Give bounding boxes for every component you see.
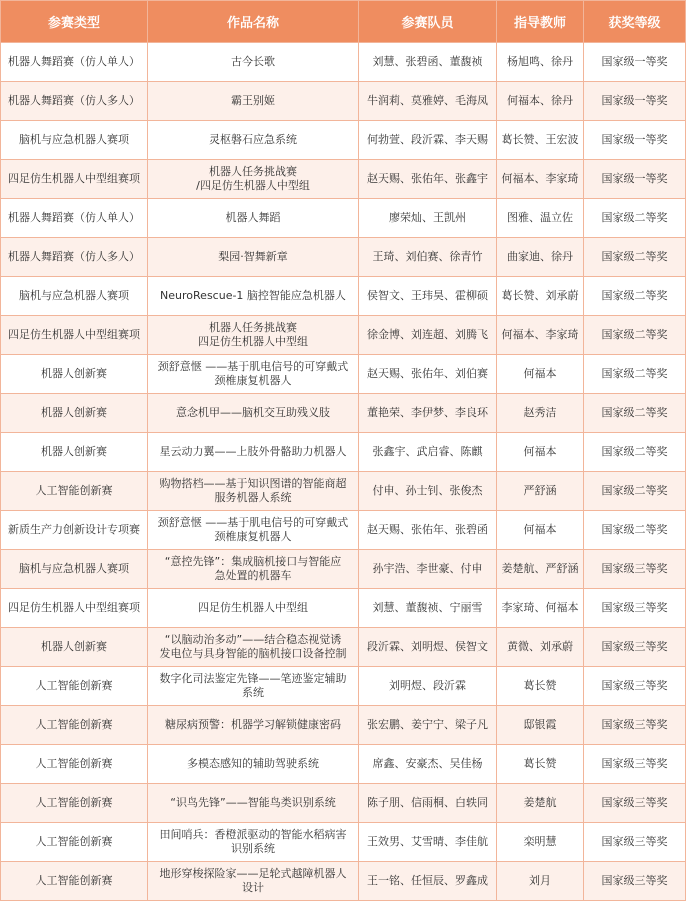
cell-award: 国家级一等奖 <box>584 160 686 199</box>
cell-category: 人工智能创新赛 <box>1 745 148 784</box>
cell-team: 董艳荣、李伊梦、李良环 <box>359 394 497 433</box>
cell-team: 段沂霖、刘明煜、侯智文 <box>359 628 497 667</box>
header-team: 参赛队员 <box>359 1 497 43</box>
table-row <box>1 823 686 862</box>
cell-work: 四足仿生机器人中型组 <box>148 589 359 628</box>
cell-work: 霸王别姬 <box>148 82 359 121</box>
cell-team: 赵天赐、张佑年、刘伯赛 <box>359 355 497 394</box>
table-body <box>1 43 686 901</box>
table-row <box>1 745 686 784</box>
table-row <box>1 511 686 550</box>
cell-category: 四足仿生机器人中型组赛项 <box>1 316 148 355</box>
header-category: 参赛类型 <box>1 1 148 43</box>
cell-advisor: 赵秀洁 <box>497 394 584 433</box>
cell-award: 国家级三等奖 <box>584 823 686 862</box>
cell-award: 国家级三等奖 <box>584 862 686 901</box>
cell-work: 梨园·智舞新章 <box>148 238 359 277</box>
cell-award: 国家级二等奖 <box>584 316 686 355</box>
cell-team: 徐金博、刘连超、刘腾飞 <box>359 316 497 355</box>
cell-award: 国家级三等奖 <box>584 628 686 667</box>
cell-category: 脑机与应急机器人赛项 <box>1 550 148 589</box>
cell-award: 国家级二等奖 <box>584 511 686 550</box>
cell-advisor: 姜楚航、严舒涵 <box>497 550 584 589</box>
cell-advisor: 葛长赞、王宏波 <box>497 121 584 160</box>
cell-category: 人工智能创新赛 <box>1 667 148 706</box>
table-row <box>1 160 686 199</box>
cell-advisor: 栾明慧 <box>497 823 584 862</box>
cell-award: 国家级二等奖 <box>584 472 686 511</box>
cell-category: 机器人创新赛 <box>1 355 148 394</box>
cell-work: 颈舒意惬 ——基于肌电信号的可穿戴式 颈椎康复机器人 <box>148 511 359 550</box>
table-row <box>1 667 686 706</box>
cell-category: 机器人舞蹈赛（仿人多人） <box>1 238 148 277</box>
table-row <box>1 82 686 121</box>
cell-work: 星云动力翼——上肢外骨骼助力机器人 <box>148 433 359 472</box>
cell-advisor: 图雅、温立佐 <box>497 199 584 238</box>
cell-award: 国家级三等奖 <box>584 706 686 745</box>
cell-team: 孙宇浩、李世豪、付申 <box>359 550 497 589</box>
cell-work: 购物搭档——基于知识图谱的智能商超 服务机器人系统 <box>148 472 359 511</box>
table-row <box>1 628 686 667</box>
cell-work: 地形穿梭探险家——足轮式越障机器人 设计 <box>148 862 359 901</box>
table-row <box>1 589 686 628</box>
cell-category: 机器人创新赛 <box>1 628 148 667</box>
cell-category: 人工智能创新赛 <box>1 784 148 823</box>
table-row <box>1 784 686 823</box>
cell-category: 人工智能创新赛 <box>1 823 148 862</box>
cell-advisor: 何福本 <box>497 433 584 472</box>
cell-advisor: 姜楚航 <box>497 784 584 823</box>
cell-advisor: 黄微、刘承蔚 <box>497 628 584 667</box>
cell-advisor: 李家琦、何福本 <box>497 589 584 628</box>
cell-award: 国家级三等奖 <box>584 745 686 784</box>
cell-award: 国家级二等奖 <box>584 277 686 316</box>
cell-work: 多模态感知的辅助驾驶系统 <box>148 745 359 784</box>
cell-category: 机器人舞蹈赛（仿人多人） <box>1 82 148 121</box>
cell-team: 牛润莉、莫雅婷、毛海凤 <box>359 82 497 121</box>
table-row <box>1 238 686 277</box>
cell-team: 王效男、艾雪晴、李佳航 <box>359 823 497 862</box>
cell-category: 脑机与应急机器人赛项 <box>1 277 148 316</box>
cell-team: 侯智文、王玮昊、霍柳硕 <box>359 277 497 316</box>
cell-category: 机器人创新赛 <box>1 394 148 433</box>
header-award: 获奖等级 <box>584 1 686 43</box>
cell-advisor: 刘月 <box>497 862 584 901</box>
cell-advisor: 何福本、徐丹 <box>497 82 584 121</box>
cell-category: 人工智能创新赛 <box>1 862 148 901</box>
cell-work: “意控先锋”：集成脑机接口与智能应 急处置的机器车 <box>148 550 359 589</box>
cell-award: 国家级二等奖 <box>584 355 686 394</box>
cell-advisor: 何福本、李家琦 <box>497 316 584 355</box>
cell-category: 脑机与应急机器人赛项 <box>1 121 148 160</box>
cell-work: 田间哨兵：香橙派驱动的智能水稻病害 识别系统 <box>148 823 359 862</box>
cell-category: 机器人舞蹈赛（仿人单人） <box>1 199 148 238</box>
table-row <box>1 706 686 745</box>
cell-advisor: 何福本 <box>497 511 584 550</box>
cell-team: 王一铭、任恒辰、罗鑫成 <box>359 862 497 901</box>
cell-advisor: 邸银霞 <box>497 706 584 745</box>
cell-category: 机器人舞蹈赛（仿人单人） <box>1 43 148 82</box>
cell-work: 古今长歌 <box>148 43 359 82</box>
cell-team: 刘慧、张碧函、董馥祯 <box>359 43 497 82</box>
cell-award: 国家级三等奖 <box>584 667 686 706</box>
cell-award: 国家级三等奖 <box>584 589 686 628</box>
cell-team: 刘明煜、段沂霖 <box>359 667 497 706</box>
cell-category: 人工智能创新赛 <box>1 472 148 511</box>
header-advisor: 指导教师 <box>497 1 584 43</box>
cell-work: 机器人任务挑战赛 /四足仿生机器人中型组 <box>148 160 359 199</box>
cell-team: 王琦、刘伯赛、徐青竹 <box>359 238 497 277</box>
cell-team: 席鑫、安豪杰、吴佳杨 <box>359 745 497 784</box>
table-row <box>1 277 686 316</box>
cell-award: 国家级一等奖 <box>584 43 686 82</box>
cell-work: 颈舒意惬 ——基于肌电信号的可穿戴式 颈椎康复机器人 <box>148 355 359 394</box>
cell-team: 刘慧、董馥祯、宁丽雪 <box>359 589 497 628</box>
cell-award: 国家级二等奖 <box>584 199 686 238</box>
cell-category: 机器人创新赛 <box>1 433 148 472</box>
cell-team: 张鑫宇、武启睿、陈麒 <box>359 433 497 472</box>
cell-award: 国家级三等奖 <box>584 784 686 823</box>
cell-work: 糖尿病预警：机器学习解锁健康密码 <box>148 706 359 745</box>
cell-category: 四足仿生机器人中型组赛项 <box>1 589 148 628</box>
cell-category: 四足仿生机器人中型组赛项 <box>1 160 148 199</box>
table-row <box>1 355 686 394</box>
table-row <box>1 121 686 160</box>
cell-work: 机器人任务挑战赛 四足仿生机器人中型组 <box>148 316 359 355</box>
table-row <box>1 862 686 901</box>
cell-work: “识鸟先锋”——智能鸟类识别系统 <box>148 784 359 823</box>
cell-team: 付申、孙士钊、张俊杰 <box>359 472 497 511</box>
table-row <box>1 433 686 472</box>
cell-advisor: 葛长赞 <box>497 745 584 784</box>
table-row <box>1 199 686 238</box>
cell-award: 国家级二等奖 <box>584 433 686 472</box>
cell-work: 灵枢磐石应急系统 <box>148 121 359 160</box>
cell-team: 廖荣灿、王凯州 <box>359 199 497 238</box>
cell-award: 国家级一等奖 <box>584 82 686 121</box>
table-row <box>1 394 686 433</box>
cell-work: 机器人舞蹈 <box>148 199 359 238</box>
cell-advisor: 杨旭鸣、徐丹 <box>497 43 584 82</box>
table-row <box>1 472 686 511</box>
cell-team: 赵天赐、张佑年、张碧函 <box>359 511 497 550</box>
cell-work: “以脑动治多动”——结合稳态视觉诱 发电位与具身智能的脑机接口设备控制 <box>148 628 359 667</box>
cell-team: 陈子朋、信雨桐、白轶同 <box>359 784 497 823</box>
cell-team: 张宏鹏、姜宁宁、梁子凡 <box>359 706 497 745</box>
cell-advisor: 严舒涵 <box>497 472 584 511</box>
header-work: 作品名称 <box>148 1 359 43</box>
cell-award: 国家级三等奖 <box>584 550 686 589</box>
cell-category: 人工智能创新赛 <box>1 706 148 745</box>
cell-award: 国家级二等奖 <box>584 238 686 277</box>
cell-advisor: 何福本、李家琦 <box>497 160 584 199</box>
cell-advisor: 何福本 <box>497 355 584 394</box>
cell-advisor: 葛长赞 <box>497 667 584 706</box>
cell-award: 国家级一等奖 <box>584 121 686 160</box>
table-row <box>1 316 686 355</box>
table-row <box>1 550 686 589</box>
cell-advisor: 葛长赞、刘承蔚 <box>497 277 584 316</box>
header-row <box>1 1 686 43</box>
cell-award: 国家级二等奖 <box>584 394 686 433</box>
cell-work: 意念机甲——脑机交互助残义肢 <box>148 394 359 433</box>
cell-team: 赵天赐、张佑年、张鑫宇 <box>359 160 497 199</box>
cell-team: 何勃萱、段沂霖、李天赐 <box>359 121 497 160</box>
cell-work: 数字化司法鉴定先锋——笔迹鉴定辅助 系统 <box>148 667 359 706</box>
cell-category: 新质生产力创新设计专项赛 <box>1 511 148 550</box>
cell-advisor: 曲家迪、徐丹 <box>497 238 584 277</box>
cell-work: NeuroRescue-1 脑控智能应急机器人 <box>148 277 359 316</box>
table-row <box>1 43 686 82</box>
